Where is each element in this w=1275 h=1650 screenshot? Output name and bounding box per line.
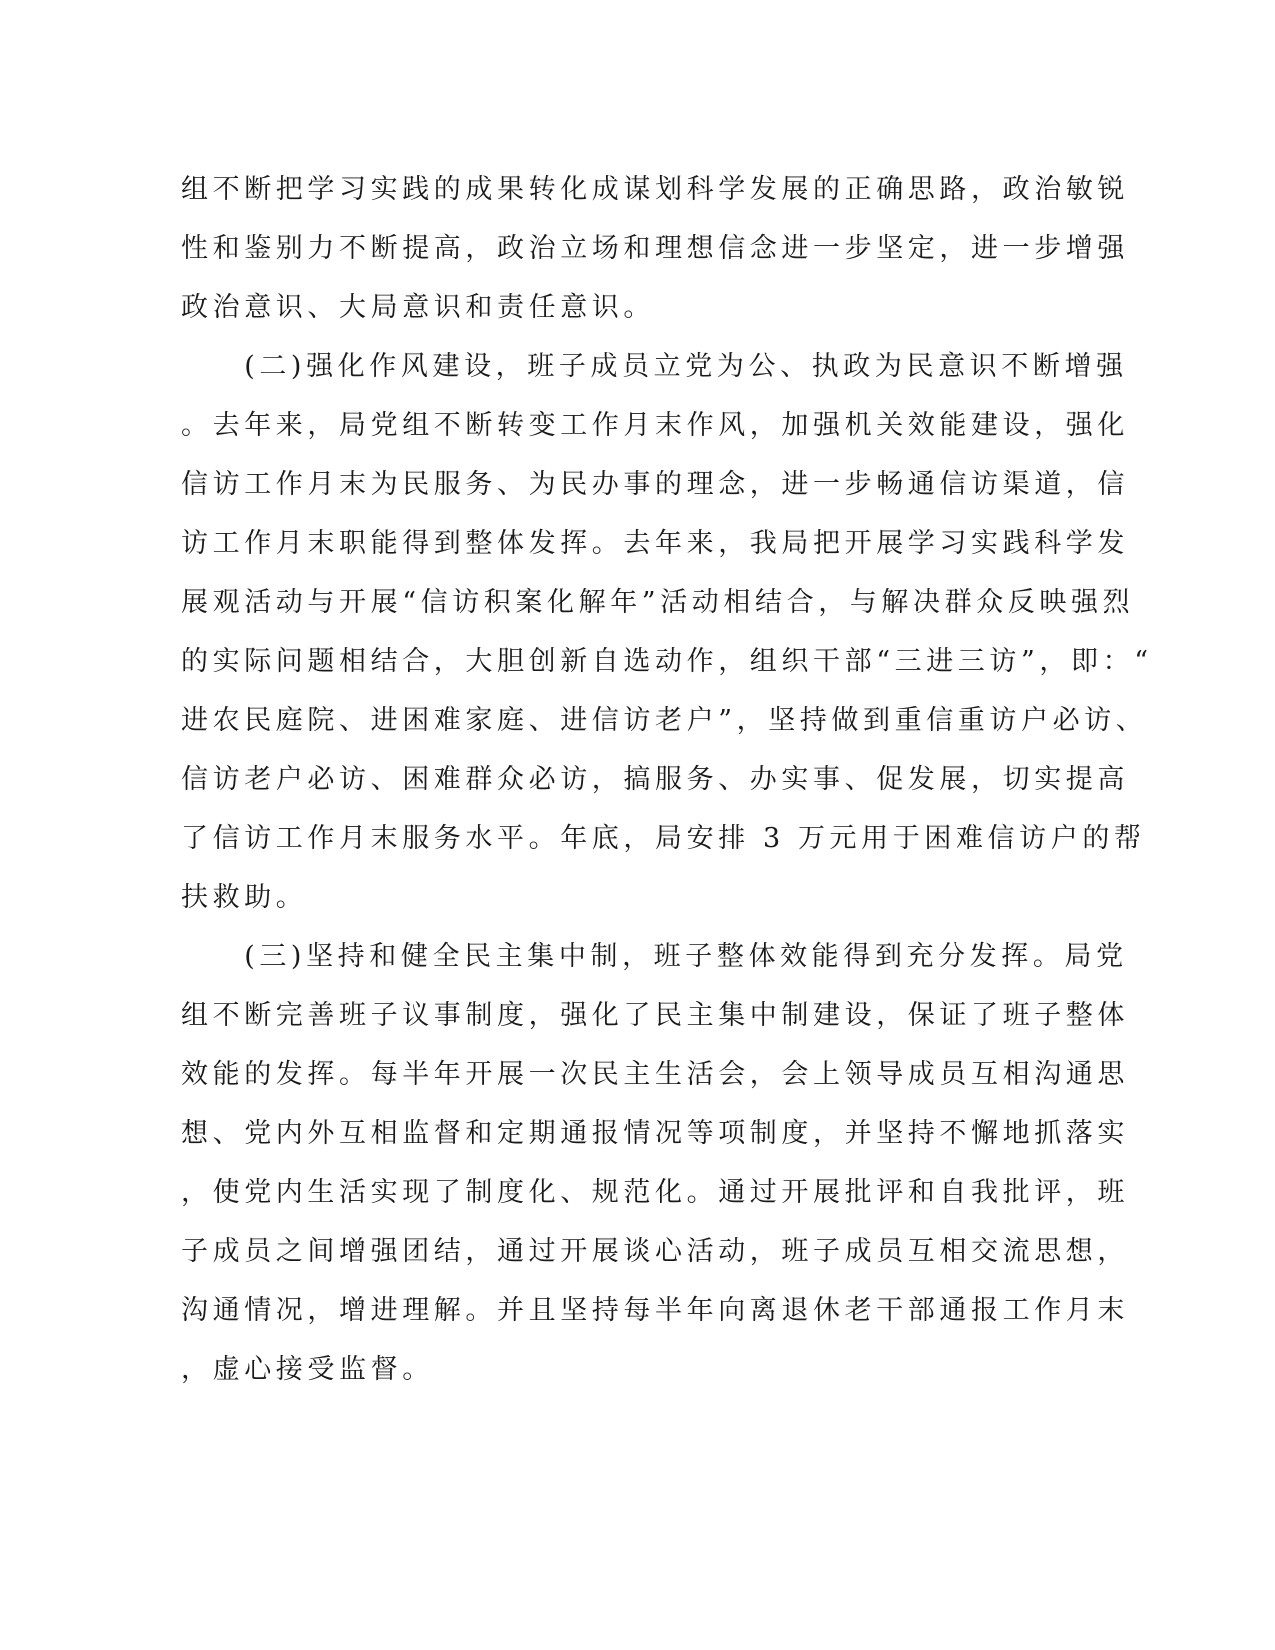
text-line: 。去年来，局党组不断转变工作月末作风，加强机关效能建设，强化 xyxy=(181,410,1129,441)
text-line: 展观活动与开展“信访积案化解年”活动相结合，与解决群众反映强烈 xyxy=(181,587,1135,618)
text-line: 性和鉴别力不断提高，政治立场和理想信念进一步坚定，进一步增强 xyxy=(181,233,1129,264)
text-line: 沟通情况，增进理解。并且坚持每半年向离退休老干部通报工作月末 xyxy=(181,1295,1129,1326)
text-line: 信访工作月末为民服务、为民办事的理念，进一步畅通信访渠道，信 xyxy=(181,469,1129,500)
text-line: 想、党内外互相监督和定期通报情况等项制度，并坚持不懈地抓落实 xyxy=(181,1118,1129,1149)
text-line: 的实际问题相结合，大胆创新自选动作，组织干部“三进三访”，即：“ xyxy=(181,646,1153,677)
text-line: 组不断把学习实践的成果转化成谋划科学发展的正确思路，政治敏锐 xyxy=(181,174,1129,205)
text-line: ，使党内生活实现了制度化、规范化。通过开展批评和自我批评，班 xyxy=(181,1177,1129,1208)
document-body xyxy=(181,160,1153,1399)
text-line: 子成员之间增强团结，通过开展谈心活动，班子成员互相交流思想， xyxy=(181,1236,1129,1267)
paragraph-heading-line: (三)坚持和健全民主集中制，班子整体效能得到充分发挥。局党 xyxy=(181,941,1128,972)
text-line: ，虚心接受监督。 xyxy=(181,1354,434,1385)
text-line: 了信访工作月末服务水平。年底，局安排 3 万元用于困难信访户的帮 xyxy=(181,823,1146,854)
paragraph-heading-line: (二)强化作风建设，班子成员立党为公、执政为民意识不断增强 xyxy=(181,351,1128,382)
text-line: 进农民庭院、进困难家庭、进信访老户”，坚持做到重信重访户必访、 xyxy=(181,705,1148,736)
text-line: 信访老户必访、困难群众必访，搞服务、办实事、促发展，切实提高 xyxy=(181,764,1129,795)
text-line: 组不断完善班子议事制度，强化了民主集中制建设，保证了班子整体 xyxy=(181,1000,1129,1031)
text-line: 效能的发挥。每半年开展一次民主生活会，会上领导成员互相沟通思 xyxy=(181,1059,1129,1090)
text-line: 访工作月末职能得到整体发挥。去年来，我局把开展学习实践科学发 xyxy=(181,528,1129,559)
text-line: 扶救助。 xyxy=(181,882,308,913)
text-line: 政治意识、大局意识和责任意识。 xyxy=(181,292,655,323)
